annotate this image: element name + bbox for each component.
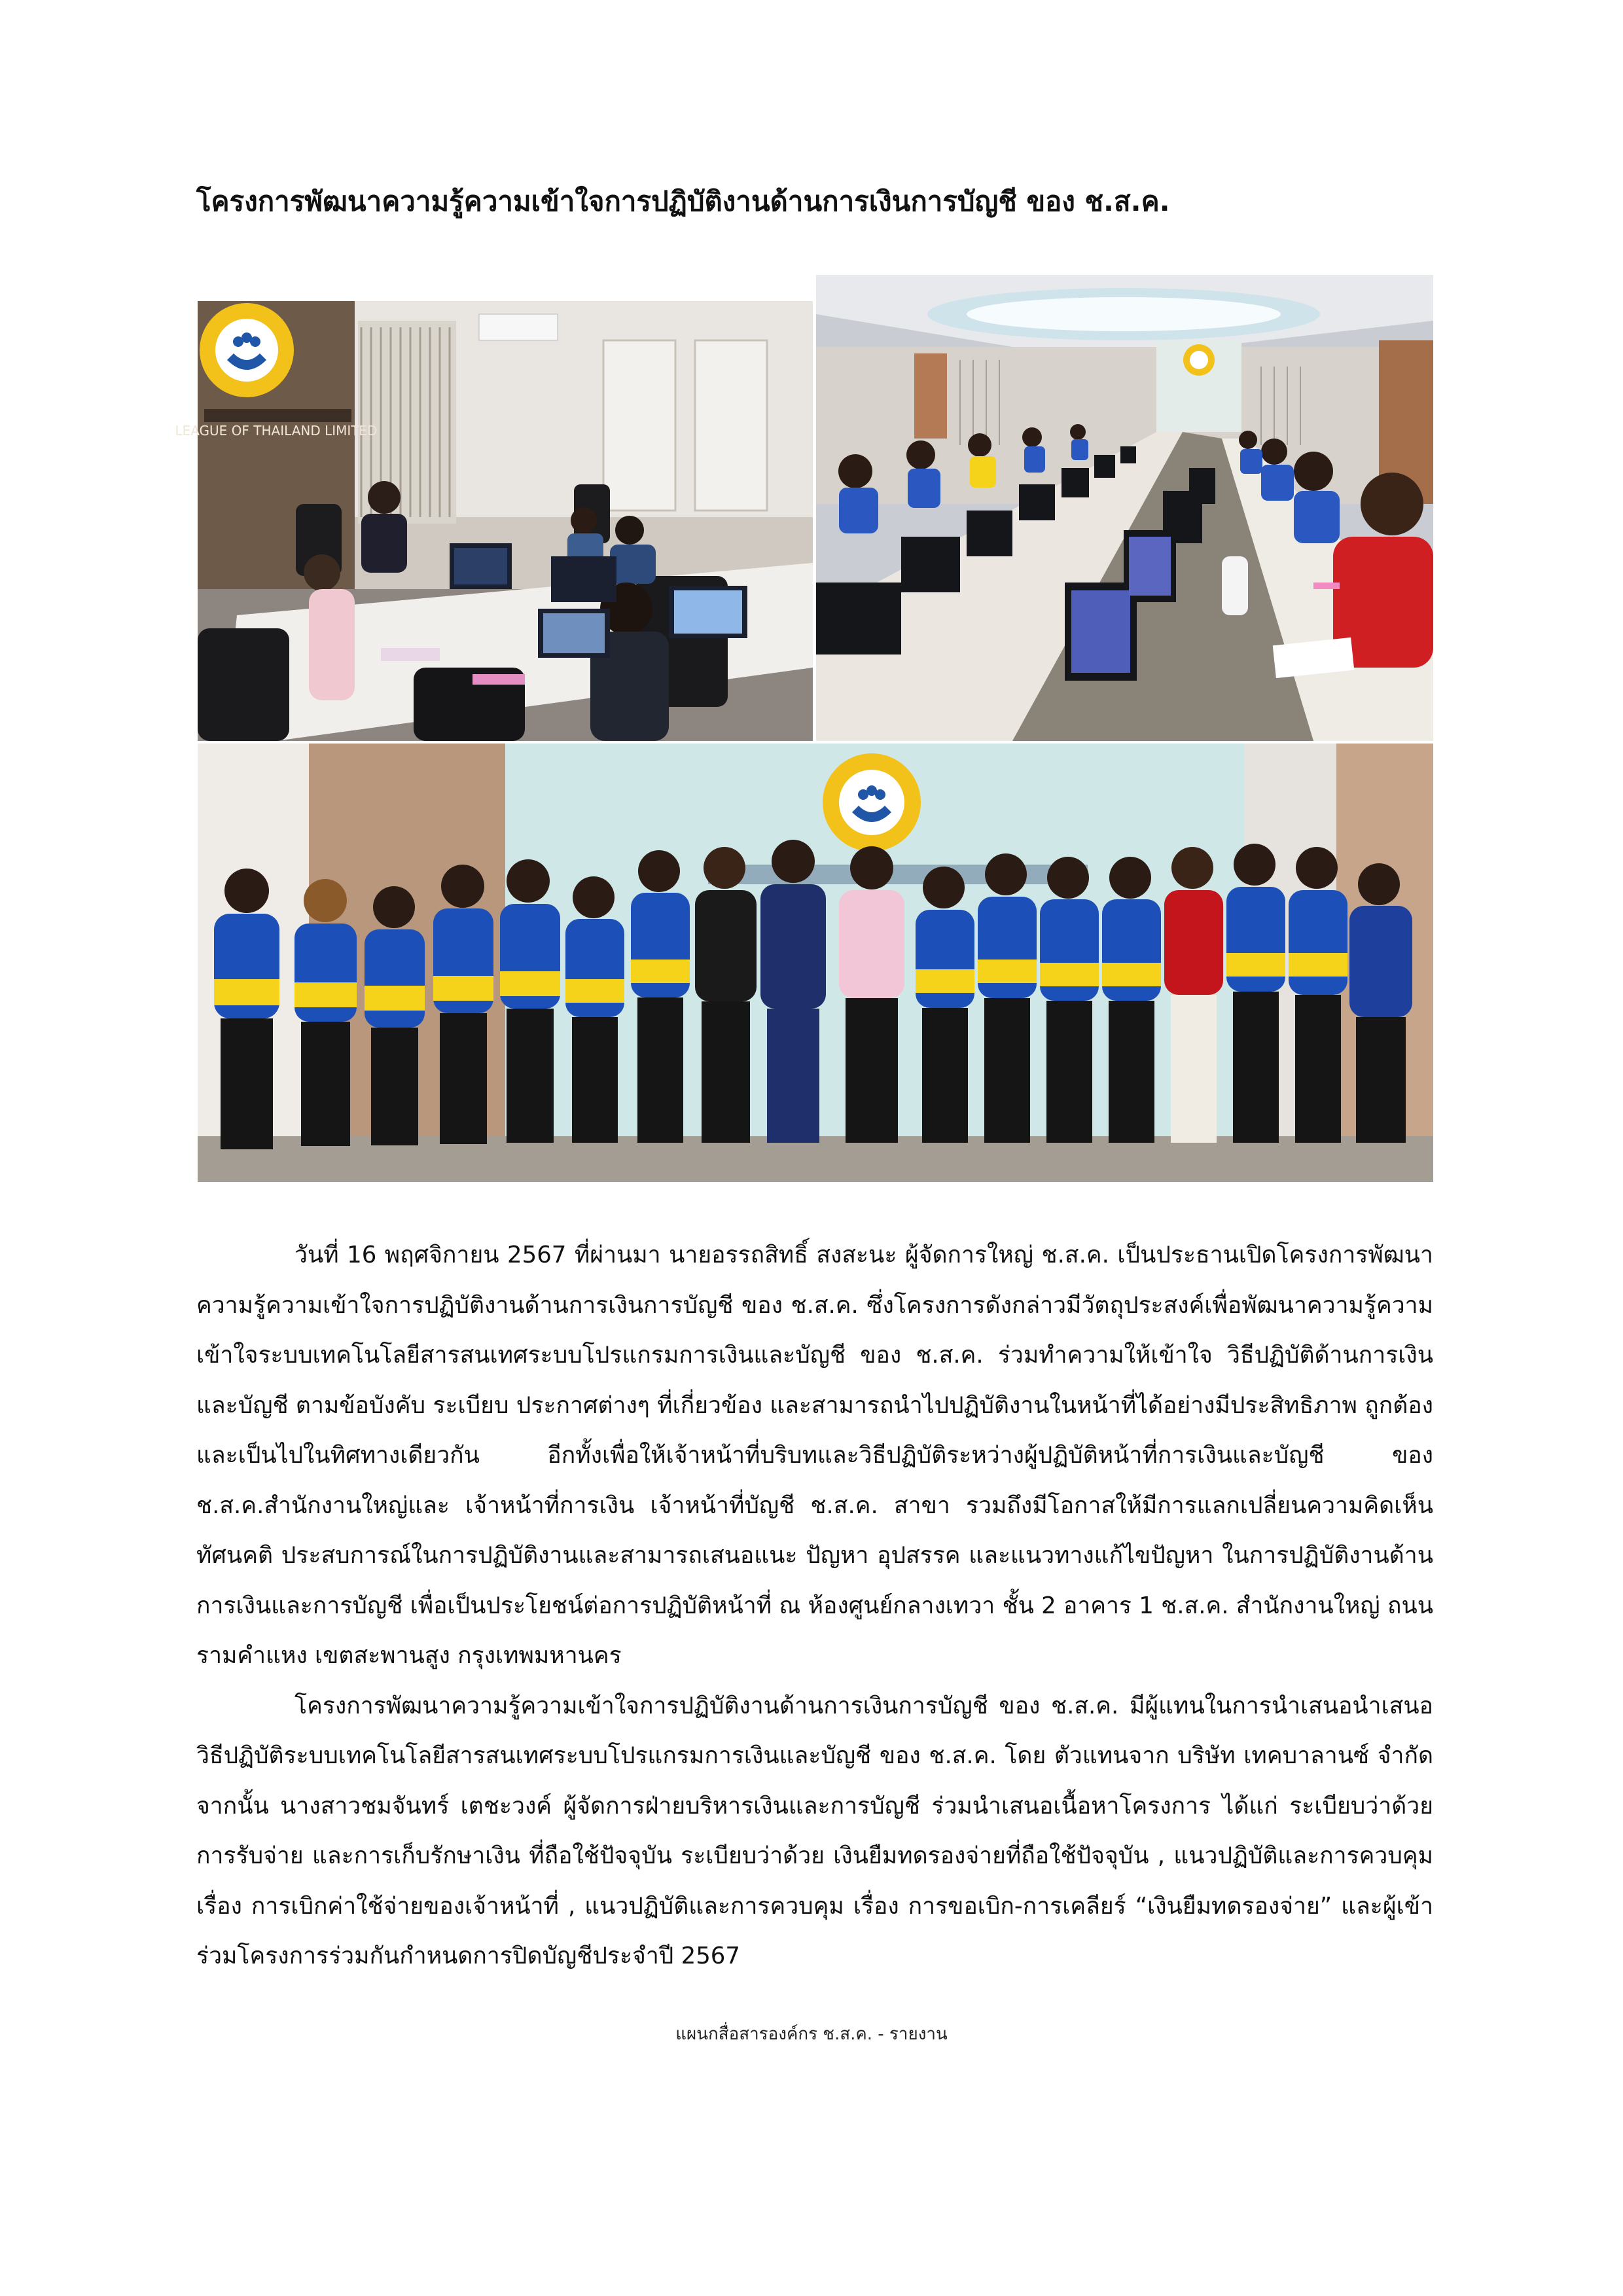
paragraph-1-text: วันที่ 16 พฤศจิกายน 2567 ที่ผ่านมา นายอรรถสิทธิ์ สงสะนะ ผู้จัดการใหญ่ ช.ส.ค. เป็นประธานเปิดโครงการพัฒนาความรู้ความเข้าใจการปฏิบัติงานด้านการเงินการบัญชี ของ ช.ส.ค. ซึ่งโครงการดังกล่าวมีวัตถุประสงค์เพื่อพัฒนาความรู้ความเข้าใจระบบเทคโนโลยีสารสนเทศระบบโปรแกรมการเงินและบัญชี ของ ช.ส.ค. ร่วมทำความให้เข้าใจ วิธีปฏิบัติด้านการเงินและบัญชี ตามข้อบังคับ ระเบียบ ประกาศต่างๆ ที่เกี่ยวข้อง และสามารถนำไปปฏิบัติงานในหน้าที่ได้อย่างมีประสิทธิภาพ ถูกต้องและเป็นไปในทิศทางเดียวกัน อีกทั้งเพื่อให้เจ้าหน้าที่บริบทและวิธีปฏิบัติระหว่างผู้ปฏิบัติหน้าที่การเงินและบัญชี ของ ช.ส.ค.สำนักงานใหญ่และ เจ้าหน้าที่การเงิน เจ้าหน้าที่บัญชี ช.ส.ค. สาขา รวมถึงมีโอกาสให้มีการแลกเปลี่ยนความคิดเห็น ทัศนคติ ประสบการณ์ในการปฏิบัติงานและสามารถเสนอแนะ ปัญหา อุปสรรค และแนวทางแก้ไขปัญหา ในการปฏิบัติงานด้านการเงินและการบัญชี เพื่อเป็นประโยชน์ต่อการปฏิบัติหน้าที่ ณ ห้องศูนย์กลางเทวา ชั้น 2 อาคาร 1 ช.ส.ค. สำนักงานใหญ่ ถนนรามคำแหง เขตสะพานสูง กรุงเทพมหานคร — [196, 1242, 1433, 1669]
meeting-room-photo — [175, 301, 813, 741]
article-body — [196, 1230, 1433, 1982]
page-title: โครงการพัฒนาความรู้ความเข้าใจการปฏิบัติงานด้านการเงินการบัญชี ของ ช.ส.ค. — [196, 185, 1170, 217]
logo-caption: LEAGUE OF THAILAND LIMITED — [175, 423, 378, 439]
paragraph-2-text: โครงการพัฒนาความรู้ความเข้าใจการปฏิบัติงานด้านการเงินการบัญชี ของ ช.ส.ค. มีผู้แทนในการนำเสนอนำเสนอวิธีปฏิบัติระบบเทคโนโลยีสารสนเทศระบบโปรแกรมการเงินและบัญชี ของ ช.ส.ค. โดย ตัวแทนจาก บริษัท เทคบาลานซ์ จำกัด จากนั้น นางสาวชมจันทร์ เตชะวงค์ ผู้จัดการฝ่ายบริหารเงินและการบัญชี ร่วมนำเสนอเนื้อหาโครงการ ได้แก่ ระเบียบว่าด้วย การรับจ่าย และการเก็บรักษาเงิน ที่ถือใช้ปัจจุบัน ระเบียบว่าด้วย เงินยืมทดรองจ่ายที่ถือใช้ปัจจุบัน , แนวปฏิบัติและการควบคุม เรื่อง การเบิกค่าใช้จ่ายของเจ้าหน้าที่ , แนวปฏิบัติและการควบคุม เรื่อง การขอเบิก-การเคลียร์ “เงินยืมทดรองจ่าย” และผู้เข้าร่วมโครงการร่วมกันกำหนดการปิดบัญชีประจำปี 2567 — [196, 1692, 1433, 1969]
footer-credit: แผนกสื่อสารองค์กร ช.ส.ค. - รายงาน — [675, 2024, 948, 2044]
group-photo — [198, 744, 1433, 1182]
paragraph-2 — [196, 1681, 1433, 1982]
training-hall-photo — [816, 275, 1433, 741]
paragraph-1 — [196, 1230, 1433, 1681]
